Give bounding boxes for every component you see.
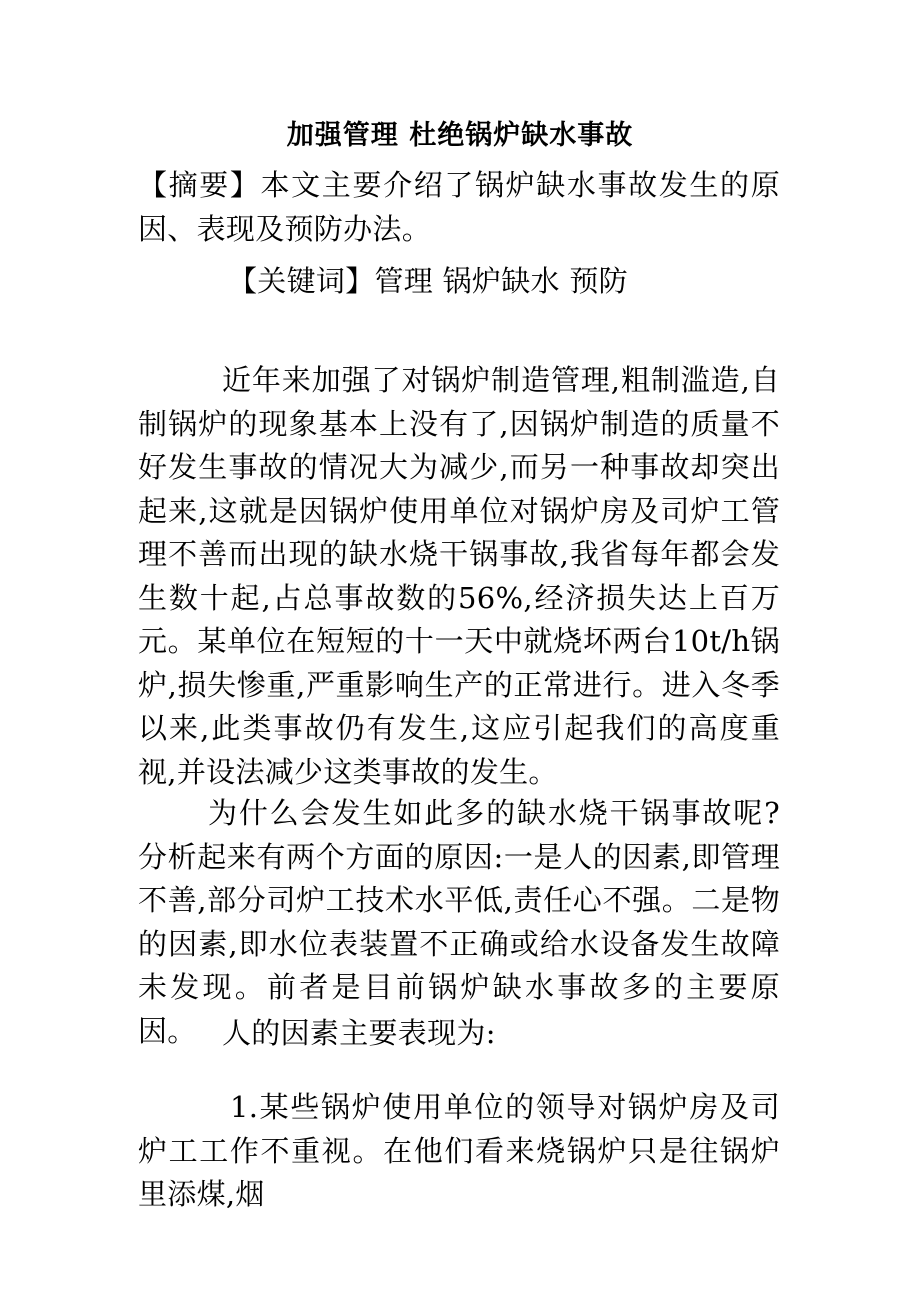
body-paragraph: 1.某些锅炉使用单位的领导对锅炉房及司炉工工作不重视。在他们看来烧锅炉只是往锅炉里添煤,烟 — [138, 1090, 780, 1211]
document-title: 加强管理 杜绝锅炉缺水事故 — [286, 120, 634, 151]
body-paragraph: 人的因素主要表现为: — [222, 1016, 496, 1050]
keywords-line: 【关键词】管理 锅炉缺水 预防 — [228, 264, 628, 298]
body-paragraph: 为什么会发生如此多的缺水烧干锅事故呢?分析起来有两个方面的原因:一是人的因素,即管理不善,部分司炉工技术水平低,责任心不强。二是物的因素,即水位表装置不正确或给水设备发生故障未发现。前者是目前锅炉缺水事故多的主要原因。 — [138, 796, 780, 1048]
abstract-paragraph: 【摘要】本文主要介绍了锅炉缺水事故发生的原因、表现及预防办法。 — [138, 168, 780, 246]
body-paragraph: 近年来加强了对锅炉制造管理,粗制滥造,自制锅炉的现象基本上没有了,因锅炉制造的质量不好发生事故的情况大为减少,而另一种事故却突出起来,这就是因锅炉使用单位对锅炉房及司炉工管理不善而出现的缺水烧干锅事故,我省每年都会发生数十起,占总事故数的56%,经济损失达上百万元。某单位在短短的十一天中就烧坏两台10t/h锅炉,损失惨重,严重影响生产的正常进行。进入冬季以来,此类事故仍有发生,这应引起我们的高度重视,并设法减少这类事故的发生。 — [138, 363, 780, 789]
